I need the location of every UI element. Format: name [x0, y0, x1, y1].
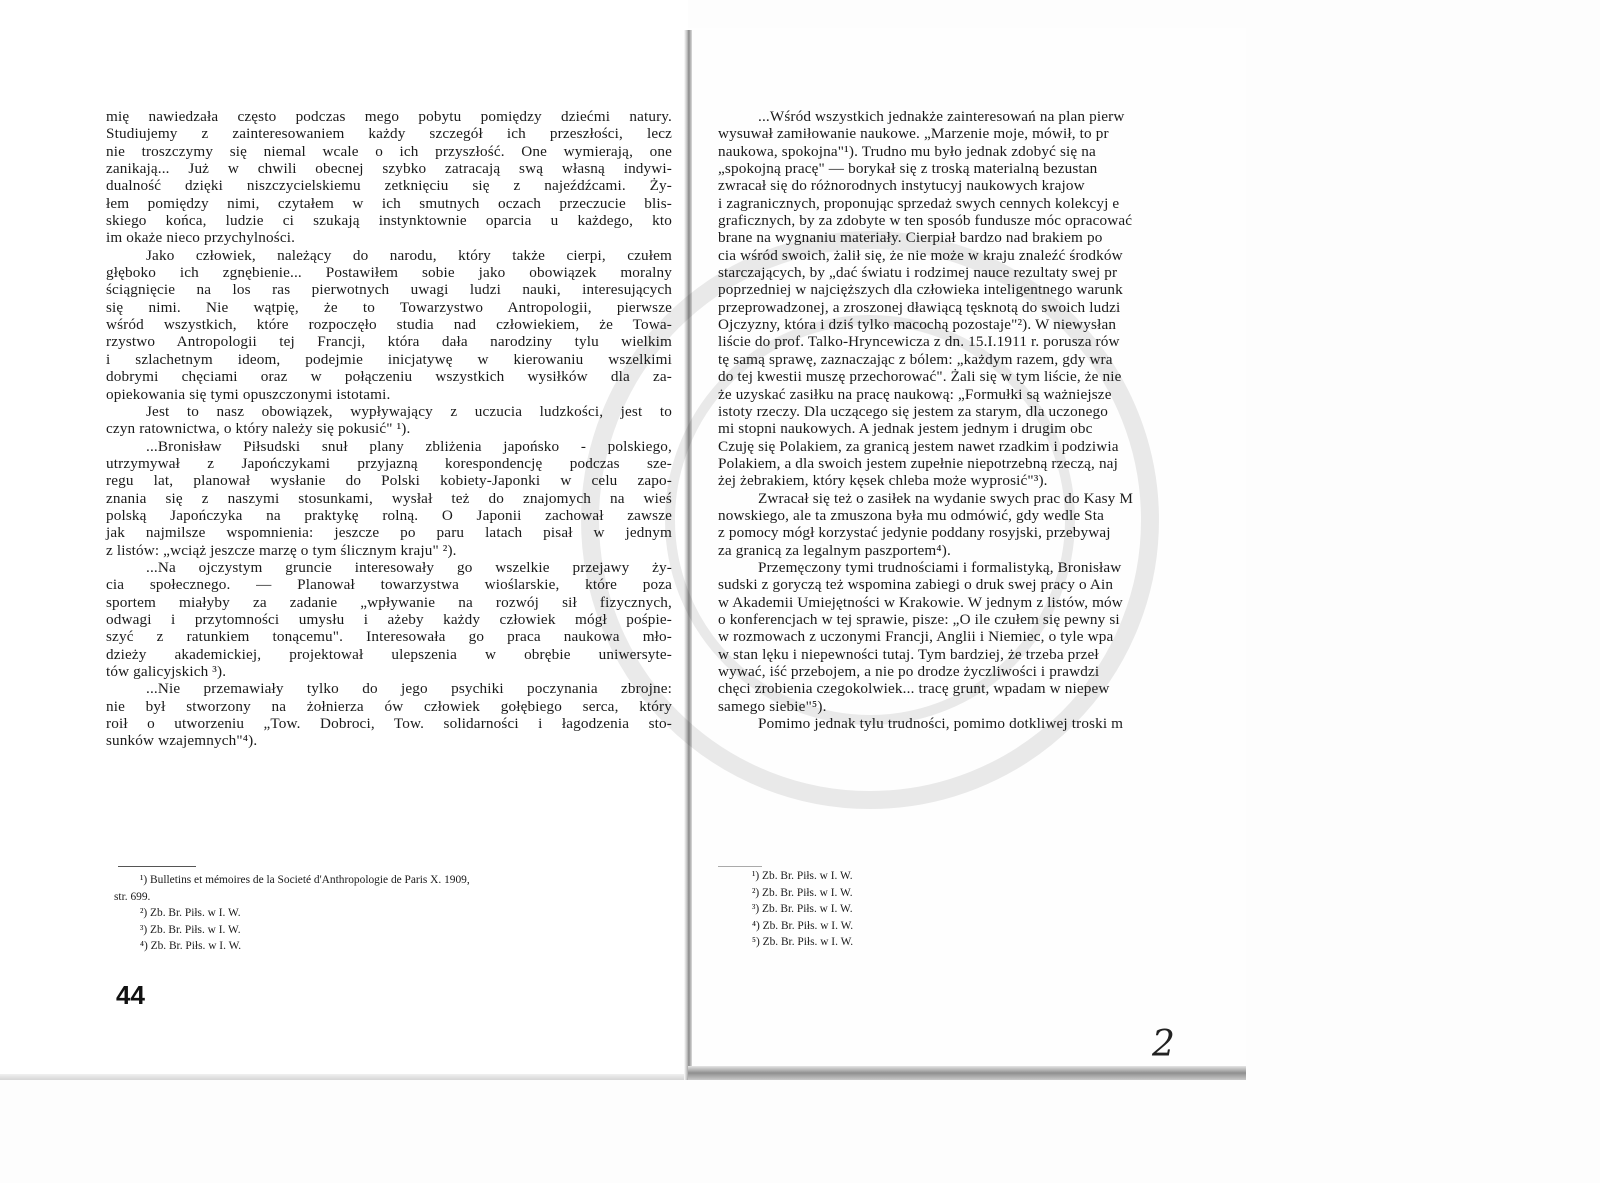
text-line: żej żebrakiem, który kęsek chleba może wyprosić"³).	[718, 472, 1048, 490]
text-line: dualność dzięki niszczycielskiemu zetknięciu się z najeźdźcami. Ży-	[106, 177, 672, 195]
text-line: głęboko ich zgnębienie... Postawiłem sobie jako obowiązek moralny	[106, 264, 672, 282]
text-line: Pomimo jednak tylu trudności, pomimo dotkliwej troski m	[758, 715, 1124, 733]
text-line: chęci zrobienia czegokolwiek... tracę grunt, wpadam w niepew	[718, 680, 1110, 698]
text-line: Przemęczony tymi trudnościami i formalistyką, Bronisław	[758, 558, 1122, 576]
text-line: rzystwo Antropologii tej Francji, która dała narodziny tylu wielkim	[106, 333, 672, 351]
text-line: z pomocy mógł korzystać jedynie poddany rosyjski, przebywaj	[718, 524, 1111, 542]
footnote: ⁵) Zb. Br. Piłs. w I. W.	[752, 936, 854, 949]
text-line: Jest to nasz obowiązek, wypływający z uczucia ludzkości, jest to	[146, 402, 672, 420]
text-line: istoty rzeczy. Dla uczącego się jestem za starym, dla uczonego	[718, 402, 1108, 420]
text-line: mi stopni naukowych. A jednak jestem jednym i drugim obc	[718, 420, 1093, 438]
text-line: znania się z naszymi stosunkami, wysłał też do znajomych na wieś	[106, 489, 672, 507]
text-line: nie był stworzony na żołnierza ów człowiek gołębiego serca, który	[106, 697, 672, 715]
right-footnotes	[752, 868, 972, 951]
text-line: sudski z goryczą też wspomina zabiegi o druk swej pracy o Ain	[718, 576, 1114, 594]
footnote: ³) Zb. Br. Piłs. w I. W.	[140, 923, 241, 936]
text-line: w rozmowach z uczonymi Francji, Anglii i Niemiec, o tyle wpa	[718, 628, 1114, 646]
text-line: tę samą sprawę, zaznaczając z bólem: „każdym razem, gdy wra	[718, 350, 1113, 368]
text-line: ...Na ojczystym gruncie interesowały go wszelkie przejawy ży-	[146, 558, 672, 576]
text-line: szyć z ratunkiem tonącemu". Interesowała go praca naukowa mło-	[106, 628, 672, 646]
text-line: przeprowadzonej, a zroszonej dławiącą tęsknotą do swoich ludzi	[718, 298, 1121, 316]
text-line: sunków wzajemnych"⁴).	[106, 732, 258, 750]
text-line: wśród wszystkich, które rozpoczęło studia nad człowiekiem, że Towa-	[106, 316, 672, 334]
text-line: zanikają... Już w chwili obecnej szybko zatracają swą własną indywi-	[106, 160, 672, 178]
text-line: i zagranicznych, proponując sprzedaż swych cennych kolekcyj e	[718, 194, 1120, 212]
text-line: „spokojną pracę" — borykał się z troską materialną bezustan	[718, 160, 1098, 178]
text-line: Studiujemy z zainteresowaniem każdy szczegół ich przeszłości, lecz	[106, 125, 672, 143]
text-line: Czuję się Polakiem, za granicą jestem nawet rzadkim i podziwia	[718, 437, 1119, 455]
text-line: zwracał się do różnorodnych instytucyj naukowych krajow	[718, 177, 1085, 195]
left-page-shadow	[0, 1074, 688, 1080]
right-page-body	[718, 108, 1246, 732]
right-page-bottom-edge	[688, 1066, 1246, 1080]
text-line: czyn ratownictwa, o który należy się pokusić" ¹).	[106, 420, 411, 438]
text-line: utrzymywał z Japończykami przyjazną korespondencję podczas sze-	[106, 454, 672, 472]
text-line: nowskiego, ale ta zmuszona była mu odmówić, gdy wedle Sta	[718, 506, 1105, 524]
text-line: starczających, by „dać światu i rodzimej nauce rezultaty swej pr	[718, 264, 1118, 282]
text-line: cia społecznego. — Planował towarzystwa wioślarskie, które poza	[106, 576, 672, 594]
text-line: ...Wśród wszystkich jednakże zainteresowań na plan pierw	[758, 108, 1125, 125]
left-page-body	[106, 108, 672, 750]
text-line: odwagi i przytomności umysłu i ażeby każdy człowiek mógł pośpie-	[106, 610, 672, 628]
text-line: tów galicyjskich ³).	[106, 663, 227, 680]
footnote: ⁴) Zb. Br. Piłs. w I. W.	[752, 919, 854, 932]
page-number: 44	[116, 980, 145, 1010]
text-line: samego siebie"⁵).	[718, 697, 827, 715]
text-line: sportem miałyby za zadanie „wpływanie na rozwój sił fizycznych,	[106, 593, 672, 611]
text-line: Polakiem, a dla swoich jestem zupełnie niepotrzebną rzeczą, naj	[718, 454, 1118, 472]
text-line: Zwracał się też o zasiłek na wydanie swych prac do Kasy M	[758, 489, 1134, 507]
text-line: opiekowania się tymi opuszczonymi istotami.	[106, 385, 391, 403]
text-line: się nimi. Nie wątpię, że to Towarzystwo Antropologii, pierwsze	[106, 298, 672, 316]
footnote-rule-right	[718, 866, 762, 867]
text-line: skiego końca, ludzie ci szukają instynktownie oparcia u każdego, kto	[106, 212, 672, 230]
text-line: brane na wygnaniu materiały. Cierpiał bardzo nad brakiem po	[718, 229, 1103, 247]
text-line: o konferencjach w tej sprawie, pisze: „O ile czułem się pewny si	[718, 610, 1120, 628]
text-line: mię nawiedzała często podczas mego pobytu pomiędzy dziećmi natury.	[106, 108, 672, 125]
text-line: roił o utworzeniu „Tow. Dobroci, Tow. solidarności i łagodzenia sto-	[106, 715, 672, 733]
text-line: ...Nie przemawiały tylko do jego psychiki poczynania zbrojne:	[146, 680, 672, 698]
footnote: ²) Zb. Br. Piłs. w I. W.	[752, 886, 853, 899]
text-line: w Akademii Umiejętności w Krakowie. W jednym z listów, mów	[718, 593, 1123, 611]
text-line: polską Japończyka na praktykę rolną. O Japonii zachował zawsze	[106, 506, 672, 524]
footnote: str. 699.	[114, 890, 151, 903]
text-line: graficznych, by za zdobyte w ten sposób fundusze móc opracować	[718, 212, 1133, 230]
footnote: ¹) Zb. Br. Piłs. w I. W.	[752, 870, 853, 882]
text-line: regu lat, planował wysłanie do Polski kobiety-Japonki w celu zapo-	[106, 472, 672, 490]
footnote: ⁴) Zb. Br. Piłs. w I. W.	[140, 940, 242, 953]
footnote: ¹) Bulletins et mémoires de la Societé d'Anthropologie de Paris X. 1909,	[140, 874, 470, 886]
text-line: poprzedniej w najcięższych dla człowieka inteligentnego warunk	[718, 281, 1123, 299]
handwritten-page-number: 2	[1152, 1024, 1175, 1065]
footnote-rule-left	[118, 866, 196, 867]
book-gutter	[684, 30, 692, 1080]
text-line: i szlachetnym ideom, podejmie inicjatywę w kierowaniu wszelkimi	[106, 350, 672, 368]
text-line: dobrymi chęciami oraz w połączeniu wszystkich wysiłków dla za-	[106, 368, 672, 386]
text-line: naukowa, spokojna"¹). Trudno mu było jednak zdobyć się na	[718, 142, 1096, 160]
text-line: Jako człowiek, należący do narodu, który także cierpi, czułem	[146, 246, 672, 264]
text-line: cia wśród swoich, żalił się, że nie może w kraju znaleźć środków	[718, 246, 1123, 264]
text-line: za granicą za legalnym paszportem⁴).	[718, 541, 951, 559]
text-line: do tej kwestii muszę przechorować". Żali się w tym liście, że nie	[718, 368, 1122, 386]
text-line: ściągnięcie na los ras pierwotnych uwagi ludzi nauki, interesujących	[106, 281, 672, 299]
text-line: wywać, iść przebojem, a nie po drodze życzliwości i prawdzi	[718, 663, 1100, 680]
text-line: Ojczyzny, która i dziś tylko macochą pozostaje"²). W niewysłan	[718, 316, 1117, 334]
text-line: w stan lęku i niepewności tutaj. Tym bardziej, że trzeba przeł	[718, 645, 1099, 663]
footnote: ²) Zb. Br. Piłs. w I. W.	[140, 907, 241, 920]
text-line: im okaże nieco przychylności.	[106, 229, 296, 247]
text-line: nie troszczymy się niemal wcale o ich przyszłość. One wymierają, one	[106, 142, 672, 160]
footnote: ³) Zb. Br. Piłs. w I. W.	[752, 903, 853, 916]
text-line: że uzyskać zasiłku na pracę naukową: „Formułki są ważniejsze	[718, 385, 1112, 403]
text-line: jak najmilsze wspomnienia: jeszcze po paru latach pisał w jednym	[106, 524, 672, 542]
text-line: ...Bronisław Piłsudski snuł plany zbliżenia japońsko - polskiego,	[146, 437, 672, 455]
left-footnotes	[114, 872, 678, 955]
text-line: wysuwał zamiłowanie naukowe. „Marzenie moje, mówił, to pr	[718, 125, 1109, 143]
text-line: liście do prof. Talko-Hryncewicza z dn. 15.I.1911 r. porusza rów	[718, 333, 1120, 351]
text-line: z listów: „wciąż jeszcze marzę o tym ślicznym kraju" ²).	[106, 541, 457, 559]
text-line: łem pomiędzy nimi, czytałem w ich smutnych oczach przeczucie blis-	[106, 194, 672, 212]
text-line: dzieży akademickiej, projektował ulepszenia w obrębie uniwersyte-	[106, 645, 672, 663]
